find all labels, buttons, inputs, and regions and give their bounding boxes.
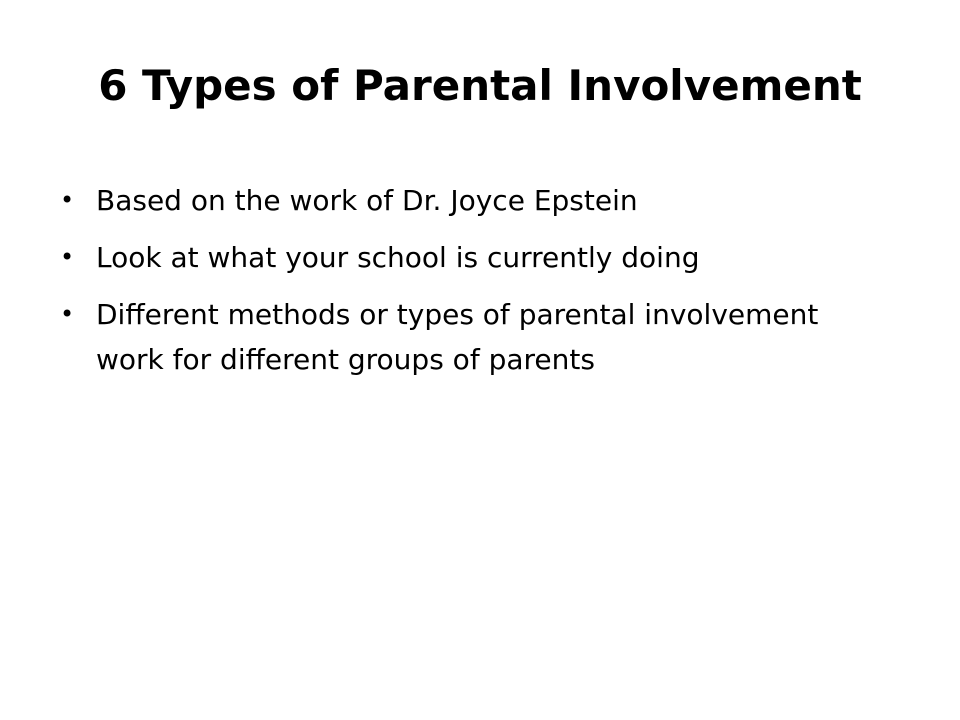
bullet-icon: • [60, 243, 75, 271]
bullet-text: Based on the work of Dr. Joyce Epstein [96, 184, 638, 217]
slide-title: 6 Types of Parental Involvement [98, 61, 862, 110]
bullet-icon: • [60, 186, 75, 214]
bullet-item [60, 292, 890, 382]
bullet-icon: • [60, 300, 75, 328]
bullet-item [60, 235, 890, 280]
bullet-text: Look at what your school is currently doing [96, 241, 700, 274]
bullet-text: Different methods or types of parental involvement work for different groups of parents [96, 298, 819, 376]
bullet-item [60, 178, 890, 223]
bullet-list [60, 178, 890, 394]
